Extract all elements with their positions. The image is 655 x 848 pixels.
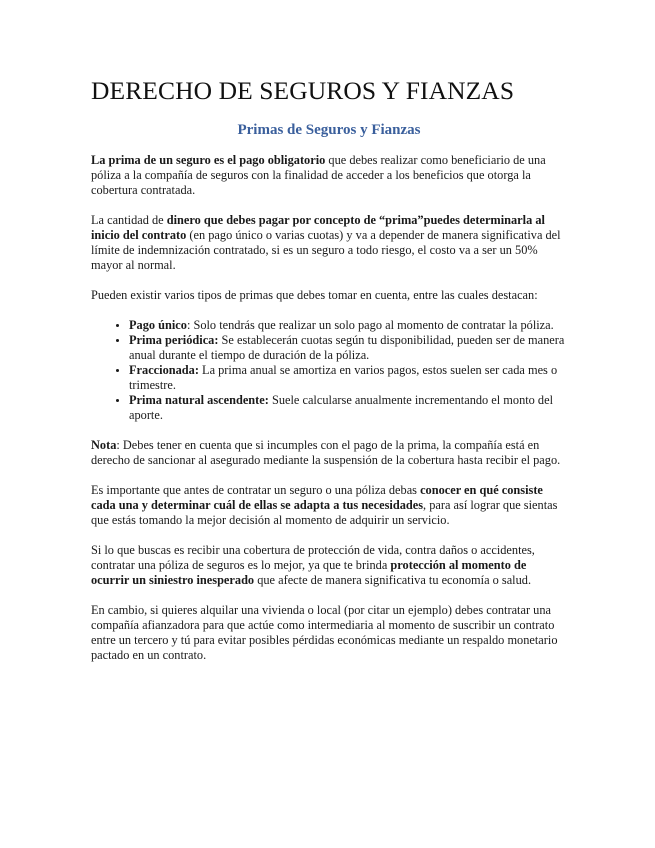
paragraph-text: La cantidad de bbox=[91, 213, 167, 227]
bold-text: protección al momento de ocurrir un siniestro inesperado bbox=[91, 558, 527, 587]
paragraph-note bbox=[91, 438, 567, 468]
paragraph-text: (en pago único o varias cuotas) y va a depender de manera significativa del límite de indemnización contratado, si es un seguro a todo riesgo, el costo va a ser un 50% mayor al normal. bbox=[91, 228, 561, 272]
list-item-text: La prima anual se amortiza en varios pagos, estos suelen ser cada mes o trimestre. bbox=[129, 363, 558, 392]
list-item bbox=[129, 318, 567, 333]
list-item-text: Se establecerán cuotas según tu disponibilidad, pueden ser de manera anual durante el tiempo de duración de la póliza. bbox=[129, 333, 565, 362]
bold-text: dinero que debes pagar por concepto de “prima”puedes determinarla al inicio del contrato bbox=[91, 213, 545, 242]
document-body bbox=[91, 76, 567, 663]
paragraph-text: , para así lograr que sientas que estás tomando la mejor decisión al momento de adquirir un servicio. bbox=[91, 498, 558, 527]
paragraph-importance bbox=[91, 483, 567, 528]
bold-text: conocer en qué consiste cada una y determinar cuál de ellas se adapta a tus necesidades bbox=[91, 483, 543, 512]
bold-text: La prima de un seguro es el pago obligatorio bbox=[91, 153, 326, 167]
paragraph-prima-types-intro: Pueden existir varios tipos de primas que debes tomar en cuenta, entre las cuales destacan: bbox=[91, 288, 538, 302]
list-item-label: Prima periódica: bbox=[129, 333, 219, 347]
prima-types-list bbox=[91, 318, 567, 423]
paragraph-text: que afecte de manera significativa tu economía o salud. bbox=[254, 573, 532, 587]
paragraph-prima-definition bbox=[91, 153, 567, 198]
list-item bbox=[129, 333, 567, 363]
paragraph-life-coverage bbox=[91, 543, 567, 588]
list-item-text: Suele calcularse anualmente incrementando el monto del aporte. bbox=[129, 393, 554, 422]
paragraph-prima-amount bbox=[91, 213, 567, 273]
paragraph-text: Si lo que buscas es recibir una cobertura de protección de vida, contra daños o accidentes, contratar una póliza de seguros es lo mejor, ya que te brinda bbox=[91, 543, 535, 572]
document-subtitle: Primas de Seguros y Fianzas bbox=[237, 122, 421, 138]
list-item-text: : Solo tendrás que realizar un solo pago al momento de contratar la póliza. bbox=[186, 318, 554, 332]
list-item bbox=[129, 393, 567, 423]
list-item-label: Pago único bbox=[129, 318, 187, 332]
list-item-label: Prima natural ascendente: bbox=[129, 393, 269, 407]
paragraph-text: que debes realizar como beneficiario de una póliza a la compañía de seguros con la finalidad de acceder a los beneficios que otorga la cobertura contratada. bbox=[91, 153, 546, 197]
paragraph-bond-company: En cambio, si quieres alquilar una vivienda o local (por citar un ejemplo) debes contratar una compañía afianzadora para que actúe como intermediaria al momento de suscribir un contrato entre un tercero y tú para evitar posibles pérdidas económicas mediante un respaldo monetario pactado en un contrato. bbox=[91, 603, 558, 662]
list-item-label: Fraccionada: bbox=[129, 363, 199, 377]
list-item bbox=[129, 363, 567, 393]
document-title: DERECHO DE SEGUROS Y FIANZAS bbox=[91, 76, 515, 105]
paragraph-text: Es importante que antes de contratar un seguro o una póliza debas bbox=[91, 483, 421, 497]
bold-text: Nota bbox=[91, 438, 117, 452]
paragraph-text: : Debes tener en cuenta que si incumples con el pago de la prima, la compañía está en derecho de sancionar al asegurado mediante la suspensión de la cobertura hasta recibir el pago. bbox=[91, 438, 561, 467]
